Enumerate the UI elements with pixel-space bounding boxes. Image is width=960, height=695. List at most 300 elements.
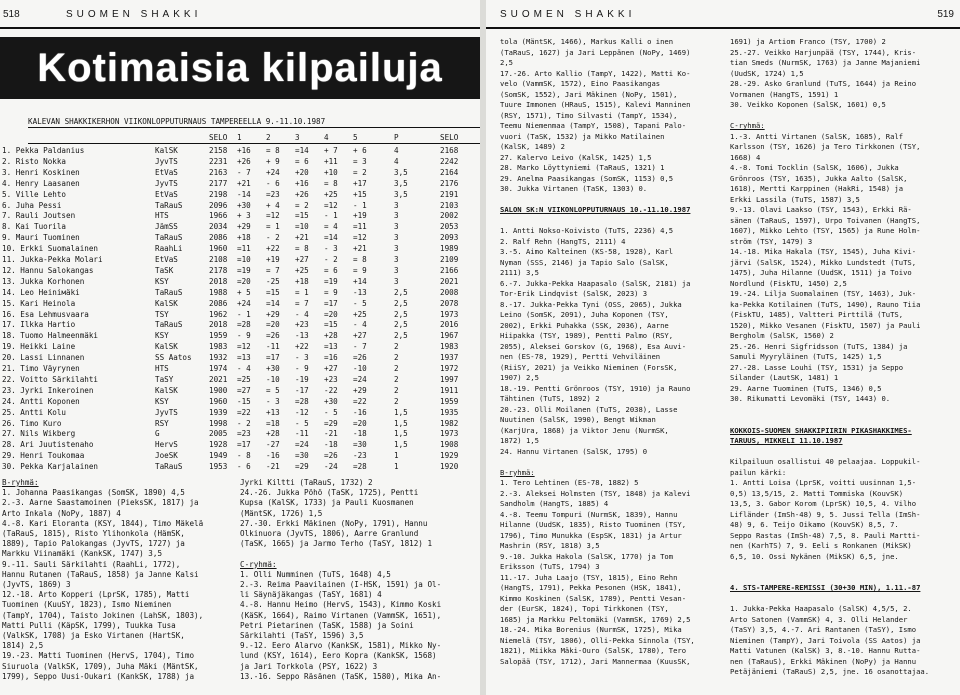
text-line: 24.-26. Jukka Pöhö (TaSK, 1725), Pentti xyxy=(240,488,419,498)
table-row xyxy=(0,232,480,243)
points: 2 xyxy=(394,364,399,373)
round-5: -23 xyxy=(353,451,367,461)
text-line: 4.-8. Tomi Tocklin (SalSK, 1606), Jukka xyxy=(730,163,899,172)
round-1: =11 xyxy=(237,244,251,254)
text-line xyxy=(500,457,695,468)
text-line: (UudSK, 1724) 1,5 xyxy=(730,68,804,78)
round-2: +29 xyxy=(266,309,280,319)
selo: 1960 xyxy=(209,396,228,406)
round-2: = 7 xyxy=(266,265,280,275)
new-selo: 1937 xyxy=(440,353,459,363)
text-line: 27.-30. Erkki Mäkinen (NoPy, 1791), Hannu xyxy=(240,518,428,528)
table-row xyxy=(0,167,480,178)
new-selo: 1911 xyxy=(440,385,459,395)
text-line: Sandholm (HangTS, 1885) 4 xyxy=(500,499,609,508)
header-round-2: 2 xyxy=(266,133,271,142)
round-3: -11 xyxy=(295,429,309,439)
text-line: C-ryhmä: xyxy=(240,559,277,569)
text-line: Nuutinen (SalSK, 1990), Bengt Wikman xyxy=(500,415,656,424)
new-selo: 2166 xyxy=(440,265,459,275)
text-line: Leino (SomSK, 2091), Juha Koponen (TSY, xyxy=(500,310,669,319)
round-4: -21 xyxy=(324,429,338,439)
text-line xyxy=(500,195,695,206)
selo: 1959 xyxy=(209,331,228,341)
tournament-title: KALEVAN SHAKKIKERHON VIIKONLOPPUTURNAUS TAMPEREELLA 9.-11.10.1987 xyxy=(28,117,326,126)
text-line: 2,5 xyxy=(500,58,513,67)
points: 3,5 xyxy=(394,178,408,188)
points: 3 xyxy=(394,222,399,232)
round-1: =17 xyxy=(237,440,251,450)
text-line: Nyman (SSS, 2146) ja Tapio Salo (SalSK, xyxy=(500,257,669,267)
new-selo: 1973 xyxy=(440,429,459,439)
text-line: 25.-27. Veikko Harjunpää (TSY, 1744), Kris- xyxy=(730,47,917,57)
round-1: - 2 xyxy=(237,418,251,428)
section-banner xyxy=(0,37,480,99)
club: TaRauS xyxy=(155,233,183,243)
points: 2 xyxy=(394,342,399,352)
table-row xyxy=(0,374,480,385)
points: 3 xyxy=(394,244,399,254)
points: 3 xyxy=(394,211,399,221)
round-5: -13 xyxy=(353,287,367,297)
text-line: 18.-19. Pentti Grönroos (TSY, 1910) ja Rauno xyxy=(500,383,691,393)
club: HTS xyxy=(155,211,169,221)
points: 1 xyxy=(394,462,399,472)
text-line: 1814) 2,5 xyxy=(2,641,44,651)
selo: 1960 xyxy=(209,244,228,254)
round-1: +24 xyxy=(237,298,251,308)
round-1: +16 xyxy=(237,146,251,155)
new-selo: 2109 xyxy=(440,255,459,264)
text-line: 17.-26. Arto Kallio (TampY, 1422), Matti Ko- xyxy=(500,68,691,78)
player-name: 26. Timo Kuro xyxy=(2,418,62,428)
table-row xyxy=(0,145,480,156)
points: 2,5 xyxy=(394,331,408,341)
text-line: 9.-11. Sauli Särkilahti (RaahLi, 1772), xyxy=(2,559,181,569)
round-5: -18 xyxy=(353,429,367,439)
round-1: =13 xyxy=(237,353,251,363)
player-name: 20. Lassi Linnanen xyxy=(2,353,85,363)
text-line: nen (ES-78, 1929), Pertti Vehviläinen xyxy=(500,352,661,361)
text-line: 13.-16. Seppo Räsänen (TaSK, 1580), Mika An- xyxy=(240,671,442,681)
round-1: =25 xyxy=(237,374,251,384)
round-3: +21 xyxy=(295,233,309,243)
selo: 1939 xyxy=(209,407,228,417)
text-line: 1520), Mikko Vesanen (FiskTU, 1507) ja Pauli xyxy=(730,320,921,330)
selo: 1974 xyxy=(209,364,228,373)
player-name: 6. Juha Pessi xyxy=(2,200,62,210)
round-3: +18 xyxy=(295,276,309,286)
table-row xyxy=(0,439,480,450)
text-line: 2. Ralf Rehn (HangTS, 2111) 4 xyxy=(500,236,626,246)
round-5: - 1 xyxy=(353,200,367,210)
text-line: (TampY, 1704), Taisto Jokinen (LahSK, 1803), xyxy=(2,610,204,620)
text-line: Samuli Myyryläinen (TuTS, 1425) 1,5 xyxy=(730,352,882,361)
club: TaRauS xyxy=(155,200,183,210)
player-name: 1. Pekka Paldanius xyxy=(2,146,85,155)
round-4: - 3 xyxy=(324,244,338,254)
banner-title: Kotimaisia kilpailuja xyxy=(37,45,443,90)
text-line: Kupsa (KalSK, 1733) ja Pauli Kuosmanen xyxy=(240,498,414,508)
points: 2 xyxy=(394,385,399,395)
table-row xyxy=(0,385,480,396)
table-row xyxy=(0,200,480,211)
text-line: 1796), Timo Munukka (EspSK, 1831) ja Artur xyxy=(500,530,682,540)
round-3: = 7 xyxy=(295,298,309,308)
text-line: nen (KarhTS) 7, 9. Eeli s Ronkanen (MikSK) xyxy=(730,541,912,550)
header-rule xyxy=(0,27,480,29)
points: 1 xyxy=(394,451,399,461)
text-line: 1. Antti Loisa (LprSK, voitti uusinnan 1,5- xyxy=(730,478,917,487)
new-selo: 1920 xyxy=(440,462,459,472)
selo: 1988 xyxy=(209,287,228,297)
selo: 2086 xyxy=(209,233,228,243)
new-selo: 1997 xyxy=(440,374,459,384)
player-name: 22. Voitto Särkilahti xyxy=(2,374,99,384)
round-5: =12 xyxy=(353,233,367,243)
text-line: (TaSY) 3,5, 4.-7. Ari Rantanen (TaSY), Ismo xyxy=(730,625,917,634)
text-line: Markku Viinamäki (KankSK, 1747) 3,5 xyxy=(2,549,163,559)
selo: 2178 xyxy=(209,265,228,275)
round-3: +26 xyxy=(295,189,309,199)
text-line: 30. Veikko Koponen (SalSK, 1601) 0,5 xyxy=(730,100,886,109)
selo: 2177 xyxy=(209,178,228,188)
table-row xyxy=(0,330,480,341)
text-line: 1607), Mikko Lehto (TSY, 1565) ja Rune Holm- xyxy=(730,226,921,235)
points: 1,5 xyxy=(394,418,408,428)
table-row xyxy=(0,319,480,330)
selo: 2021 xyxy=(209,374,228,384)
new-selo: 1973 xyxy=(440,309,459,319)
selo: 2018 xyxy=(209,320,228,330)
round-4: -18 xyxy=(324,440,338,450)
right-column-2 xyxy=(730,37,929,678)
text-line: Karlsson (TSY, 1626) ja Tero Tirkkonen (TSY, xyxy=(730,142,921,151)
selo: 2163 xyxy=(209,167,228,177)
text-line: TARUUS, MIKKELI 11.10.1987 xyxy=(730,436,843,445)
round-5: -10 xyxy=(353,364,367,373)
round-4: =26 xyxy=(324,451,338,461)
text-line: Seppo Rastas (ImSh-48) 7,5, 8. Pauli Martti- xyxy=(730,530,921,540)
new-selo: 1972 xyxy=(440,364,459,373)
points: 4 xyxy=(394,156,399,166)
text-line: vuori (TaSK, 1532) ja Mikko Matilainen xyxy=(500,131,665,141)
table-row xyxy=(0,210,480,221)
round-3: - 4 xyxy=(295,309,309,319)
round-1: +29 xyxy=(237,222,251,232)
new-selo: 2176 xyxy=(440,178,459,188)
text-line: 2111) 3,5 xyxy=(500,268,539,277)
text-line: 9.-13. Olavi Laakso (TSY, 1543), Erkki Rä- xyxy=(730,205,912,214)
round-4: =17 xyxy=(324,298,338,308)
text-line: 0,5) 13,5/15, 2. Matti Tommiska (KouvSK) xyxy=(730,488,904,498)
text-line: velo (VammSK, 1572), Eino Paasikangas xyxy=(500,79,661,88)
round-3: -12 xyxy=(295,407,309,417)
round-2: - 3 xyxy=(266,396,280,406)
round-4: = 6 xyxy=(324,265,338,275)
player-name: 9. Mauri Tuominen xyxy=(2,233,80,243)
text-line: B-ryhmä: xyxy=(500,467,535,477)
text-line: 29. Anelma Paasikangas (SomSK, 1153) 0,5 xyxy=(500,173,674,183)
round-1: +30 xyxy=(237,200,251,210)
round-1: +26 xyxy=(237,156,251,166)
text-line: 2002), Erkki Puhakka (SSK, 2036), Aarne xyxy=(500,320,669,330)
points: 2 xyxy=(394,353,399,363)
round-4: =12 xyxy=(324,200,338,210)
round-2: - 6 xyxy=(266,178,280,188)
text-line: 1907) 2,5 xyxy=(500,373,539,382)
round-2: +13 xyxy=(266,407,280,417)
club: SS Aatos xyxy=(155,353,192,363)
page-number: 519 xyxy=(937,9,954,20)
player-name: 23. Jyrki Inkeroinen xyxy=(2,385,94,395)
club: KSY xyxy=(155,396,169,406)
text-line: SALON SK:N VIIKONLOPPUTURNAUS 10.-11.10.1987 xyxy=(500,205,691,214)
round-5: +15 xyxy=(353,189,367,199)
club: G xyxy=(155,429,160,439)
points: 2,5 xyxy=(394,298,408,308)
text-line: Nieminen (TampY), Jari Toivola (SS Aatos) ja xyxy=(730,635,921,645)
round-3: +27 xyxy=(295,255,309,264)
text-line: nen (TaRauS), Erkki Mäkinen (NoPy) ja Hannu xyxy=(730,656,917,666)
text-line: Mashrin (RSY, 1818) 3,5 xyxy=(500,541,600,550)
text-line: (MäntSK, 1726) 1,5 xyxy=(240,508,323,518)
round-1: - 4 xyxy=(237,364,251,373)
text-line: Matti Pulli (KäpSK, 1799), Tuukka Tusa xyxy=(2,620,176,630)
round-2: =14 xyxy=(266,298,280,308)
new-selo: 1935 xyxy=(440,407,459,417)
club: JämSS xyxy=(155,222,178,232)
round-2: +30 xyxy=(266,364,280,373)
points: 2,5 xyxy=(394,320,408,330)
text-line: Silander (LautSK, 1481) 1 xyxy=(730,373,839,382)
text-line xyxy=(730,562,929,573)
round-2: =15 xyxy=(266,287,280,297)
text-line: (KäSK, 1664), Raimo Virtanen (VammSK, 1651), xyxy=(240,610,442,620)
selo: 1900 xyxy=(209,385,228,395)
round-1: =19 xyxy=(237,265,251,275)
new-selo: 2164 xyxy=(440,167,459,177)
round-2: -27 xyxy=(266,440,280,450)
text-line: Kimmo Koskinen (SalSK, 1789), Pentti Vesan- xyxy=(500,593,687,603)
round-1: =27 xyxy=(237,385,251,395)
round-2: =18 xyxy=(266,418,280,428)
text-line: Lifländer (ImSh-48) 9, 5. Jussi Tella (ImSh- xyxy=(730,509,921,519)
club: KSY xyxy=(155,331,169,341)
round-5: - 5 xyxy=(353,298,367,308)
text-line: ström (TSY, 1479) 3 xyxy=(730,236,813,246)
selo: 2018 xyxy=(209,276,228,286)
player-name: 25. Antti Kolu xyxy=(2,407,67,417)
text-line: Matti Vatunen (KalSK) 3, 8.-10. Hannu Rutta- xyxy=(730,646,921,655)
left-column-2 xyxy=(240,478,441,682)
selo: 1953 xyxy=(209,462,228,472)
text-line: B-ryhmä: xyxy=(2,478,39,487)
round-3: =15 xyxy=(295,211,309,221)
round-5: =26 xyxy=(353,353,367,363)
new-selo: 1983 xyxy=(440,342,459,352)
round-4: -22 xyxy=(324,385,338,395)
round-2: +28 xyxy=(266,429,280,439)
selo: 1983 xyxy=(209,342,228,352)
text-line: Teemu Niemenmaa (TampY, 1508), Tapani Palo- xyxy=(500,121,687,130)
text-line: (HangTS, 1791), Pekka Pesonen (HSK, 1841), xyxy=(500,583,682,592)
round-4: =29 xyxy=(324,418,338,428)
text-line: (KarjUra, 1868) ja Viktor Jenu (NurmSK, xyxy=(500,425,669,435)
round-1: -14 xyxy=(237,189,251,199)
table-row xyxy=(0,156,480,167)
player-name: 12. Hannu Salokangas xyxy=(2,265,94,275)
round-4: -24 xyxy=(324,462,338,472)
round-2: -16 xyxy=(266,451,280,461)
text-line: 3.-5. Aimo Kalteinen (KS-58, 1928), Karl xyxy=(500,247,674,256)
round-2: + 4 xyxy=(266,200,280,210)
text-line: (TaSK, 1665) ja Jarmo Terho (TaSY, 1812) 1 xyxy=(240,539,433,549)
text-line xyxy=(500,216,695,227)
points: 2 xyxy=(394,374,399,384)
player-name: 21. Timo Väyrynen xyxy=(2,364,80,373)
round-2: =12 xyxy=(266,211,280,221)
points: 3 xyxy=(394,265,399,275)
text-line: 27. Kalervo Leivo (KalSK, 1425) 1,5 xyxy=(500,152,652,162)
round-1: - 8 xyxy=(237,451,251,461)
round-5: +14 xyxy=(353,276,367,286)
text-line: sänen (TaRauS, 1597), Urpo Toivanen (HangTS, xyxy=(730,215,921,225)
text-line: Erkki Lassila (TuTS, 1587) 3,5 xyxy=(730,194,860,204)
new-selo: 1908 xyxy=(440,440,459,450)
round-5: = 2 xyxy=(353,167,367,177)
player-name: 19. Heikki Laine xyxy=(2,342,76,352)
text-line: 9.-12. Eero Alarvo (KankSK, 1581), Mikko Ny- xyxy=(240,641,442,651)
text-line: Hilanne (UudSK, 1835), Risto Tuominen (TSY, xyxy=(500,520,687,529)
table-row xyxy=(0,287,480,298)
running-head: SUOMEN SHAKKI xyxy=(500,9,636,20)
club: KalSK xyxy=(155,385,178,395)
selo: 1998 xyxy=(209,418,228,428)
round-4: =16 xyxy=(324,353,338,363)
new-selo: 2016 xyxy=(440,320,459,330)
text-line: 14.-18. Mika Hakala (TSY, 1545), Juha Kivi- xyxy=(730,247,917,256)
round-1: - 6 xyxy=(237,462,251,472)
round-4: =15 xyxy=(324,320,338,330)
round-3: =10 xyxy=(295,222,309,232)
round-2: - 2 xyxy=(266,233,280,243)
text-line: (TaRauS, 1627) ja Jari Leppänen (NoPy, 1469) xyxy=(500,47,691,57)
text-line: Kilpailuun osallistui 40 pelaajaa. Loppukil- xyxy=(730,457,921,466)
player-name: 11. Jukka-Pekka Molari xyxy=(2,255,103,264)
selo: 1928 xyxy=(209,440,228,450)
selo: 2034 xyxy=(209,222,228,232)
text-line: Niemelä (TSY, 1806), Olli-Pekka Sinnola (TSY, xyxy=(500,635,695,645)
new-selo: 2053 xyxy=(440,222,459,232)
round-4: - 5 xyxy=(324,407,338,417)
player-name: 17. Ilkka Hartio xyxy=(2,320,76,330)
new-selo: 2008 xyxy=(440,287,459,297)
selo: 2231 xyxy=(209,156,228,166)
points: 3 xyxy=(394,200,399,210)
text-line: 1475), Juha Hilanne (UudSK, 1511) ja Toivo xyxy=(730,268,912,277)
round-4: =13 xyxy=(324,342,338,352)
player-name: 18. Tuomo Halmeenmäki xyxy=(2,331,99,341)
selo: 2086 xyxy=(209,298,228,308)
text-line: (SomSK, 1552), Jari Mäkinen (NoPy, 1501), xyxy=(500,89,678,99)
round-5: -16 xyxy=(353,407,367,417)
text-line: 19.-24. Lilja Suomalainen (TSY, 1463), Juk- xyxy=(730,289,917,298)
round-4: =14 xyxy=(324,233,338,243)
text-line: der (EurSK, 1824), Topi Tirkkonen (TSY, xyxy=(500,604,669,613)
player-name: 8. Kai Tuorila xyxy=(2,222,67,232)
selo: 2198 xyxy=(209,189,228,199)
round-2: =26 xyxy=(266,331,280,341)
header-round-1: 1 xyxy=(237,133,242,142)
table-row xyxy=(0,254,480,265)
round-5: +29 xyxy=(353,385,367,395)
text-line: 1. Johanna Paasikangas (SomSK, 1890) 4,5 xyxy=(2,488,185,498)
round-3: =29 xyxy=(295,462,309,472)
round-2: +19 xyxy=(266,255,280,264)
club: TaRauS xyxy=(155,287,183,297)
new-selo: 2242 xyxy=(440,156,459,166)
header-round-4: 4 xyxy=(324,133,329,142)
selo: 1949 xyxy=(209,451,228,461)
header-rule xyxy=(486,27,960,29)
round-5: = 9 xyxy=(353,265,367,275)
round-3: = 2 xyxy=(295,200,309,210)
round-3: =30 xyxy=(295,451,309,461)
player-name: 2. Risto Nokka xyxy=(2,156,67,166)
text-line: 1691) ja Artiom Franco (TSY, 1700) 2 xyxy=(730,37,886,46)
round-4: +30 xyxy=(324,396,338,406)
round-4: = 9 xyxy=(324,287,338,297)
points: 3 xyxy=(394,233,399,243)
player-name: 13. Jukka Korhonen xyxy=(2,276,85,286)
round-4: - 2 xyxy=(324,255,338,264)
table-row xyxy=(0,243,480,254)
text-line: Grönroos (TSY, 1635), Jukka Aalto (SalSK, xyxy=(730,173,908,183)
round-3: = 8 xyxy=(295,244,309,254)
text-line: tian Smeds (NurmSK, 1763) ja Janne Majaniemi xyxy=(730,58,921,67)
points: 4 xyxy=(394,146,399,155)
round-3: =28 xyxy=(295,396,309,406)
text-line: 20.-23. Olli Moilanen (TuTS, 2038), Lasse xyxy=(500,404,678,414)
table-row xyxy=(0,309,480,320)
text-line: Jyrki Kiltti (TaRauS, 1732) 2 xyxy=(240,478,373,487)
text-line: 30. Jukka Virtanen (TaSK, 1303) 0. xyxy=(500,184,648,193)
round-3: - 5 xyxy=(295,418,309,428)
round-1: =20 xyxy=(237,276,251,286)
club: EtVaS xyxy=(155,167,178,177)
selo: 2096 xyxy=(209,200,228,210)
text-line: pailun kärki: xyxy=(730,467,787,477)
text-line xyxy=(240,549,441,559)
text-line: Eriksson (TuTS, 1794) 3 xyxy=(500,562,600,571)
round-1: -15 xyxy=(237,396,251,406)
round-1: + 5 xyxy=(237,287,251,297)
round-4: +25 xyxy=(324,189,338,199)
round-3: =14 xyxy=(295,146,309,155)
club: JyvTS xyxy=(155,156,178,166)
text-line: (RSY, 1571), Timo Silvasti (TampY, 1534), xyxy=(500,110,678,120)
text-line: Arto Satonen (VammSK) 4, 3. Olli Helander xyxy=(730,614,908,624)
running-head: SUOMEN SHAKKI xyxy=(66,9,202,20)
round-5: +17 xyxy=(353,178,367,188)
table-row xyxy=(0,298,480,309)
text-line: Tuominen (KuuSY, 1823), Ismo Nieminen xyxy=(2,600,172,610)
text-line: 28. Marko Löyttyniemi (TaRauS, 1321) 1 xyxy=(500,163,665,172)
new-selo: 1959 xyxy=(440,396,459,406)
new-selo: 2168 xyxy=(440,146,459,155)
round-5: =11 xyxy=(353,222,367,232)
